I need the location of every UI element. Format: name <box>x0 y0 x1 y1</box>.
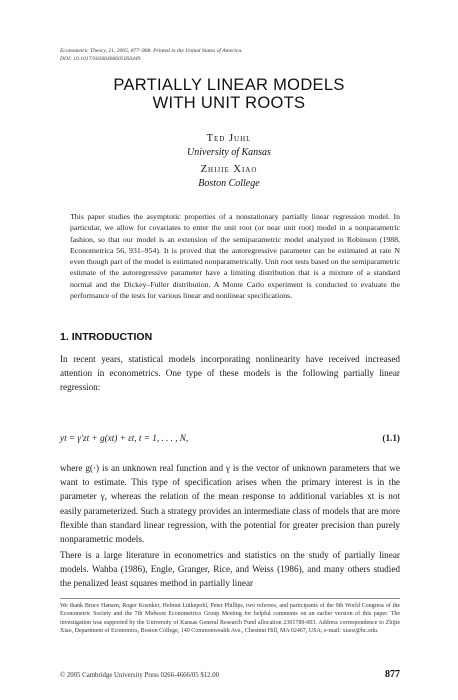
page-number: 877 <box>385 669 400 680</box>
journal-header <box>60 47 390 63</box>
acknowledgment-footnote: We thank Bruce Hansen, Roger Koenker, Helmut Lütkepohl, Peter Phillips, two referees, and participants of the 9th World Congress of the Econometric Society and the 7th Midwest Econometrics Group Meeting for helpful comments on an earlier version of this paper. The investigation was supported by the University of Kansas General Research Fund allocation 2301789-003. Address correspondence to Zhijie Xiao, Department of Economics, Boston College, 140 Commonwealth Ave., Chestnut Hill, MA 02467, USA; e-mail: xiaoz@bc.edu. <box>60 603 400 635</box>
equation-body: yt = γ′zt + g(xt) + εt, t = 1, . . . , N, <box>60 433 189 443</box>
equation-number: (1.1) <box>382 433 400 443</box>
equation <box>60 433 400 447</box>
body-paragraph: where g(·) is an unknown real function and γ is the vector of unknown parameters that we want to estimate. This type of specification arises when the primary interest is in the parameter γ, whereas the relation of the mean response to additional variables xt is not easily parameterized. Such a strategy provides an intermediate class of models that are more flexible than standard linear regression, with the potential for greater precision than purely nonparametric models. <box>60 463 400 545</box>
body-paragraph: There is a large literature in econometrics and statistics on the study of partially linear models. Wahba (1986), Engle, Granger, Rice, and Weiss (1986), and many others studied the penalized least squares method in partially linear <box>60 550 400 589</box>
section-title: INTRODUCTION <box>71 331 153 343</box>
copyright-line: © 2005 Cambridge University Press 0266-4666/05 $12.00 <box>60 672 220 679</box>
journal-citation: Econometric Theory, 21, 2005, 877–908. Printed in the United States of America. <box>60 48 243 54</box>
abstract: This paper studies the asymptotic properties of a nonstationary partially linear regression model. In particular, we allow for covariates to enter the unit root (or near unit root) model in a nonparametric fashion, so that our model is an extension of the semiparametric model analyzed in Robinson (1988, Econometrica 56, 931–954). It is proved that the autoregressive parameter can be estimated at rate N even though part of the model is estimated nonparametrically. Unit root tests based on the semiparametric estimate of the autoregressive parameter have a limiting distribution that is a mixture of a standard normal and the Dickey–Fuller distribution. A Monte Carlo experiment is conducted to evaluate the performance of the tests for various linear and nonlinear specifications. <box>70 212 400 301</box>
author-affiliation: University of Kansas <box>187 147 271 158</box>
doi-line: DOI: 10.1017/S0266466605050449 <box>60 56 141 62</box>
author-name: Ted Juhl <box>206 133 252 144</box>
paper-title-line-1: PARTIALLY LINEAR MODELS <box>113 76 345 94</box>
author-name: Zhijie Xiao <box>200 164 258 175</box>
section-heading <box>60 331 152 343</box>
section-number: 1. <box>60 331 69 343</box>
paper-title-line-2: WITH UNIT ROOTS <box>152 94 306 112</box>
footnote-divider <box>60 598 400 599</box>
body-paragraph: In recent years, statistical models incorporating nonlinearity have received increased attention in econometrics. One type of these models is the following partially linear regression: <box>60 354 400 393</box>
author-affiliation: Boston College <box>198 178 260 189</box>
